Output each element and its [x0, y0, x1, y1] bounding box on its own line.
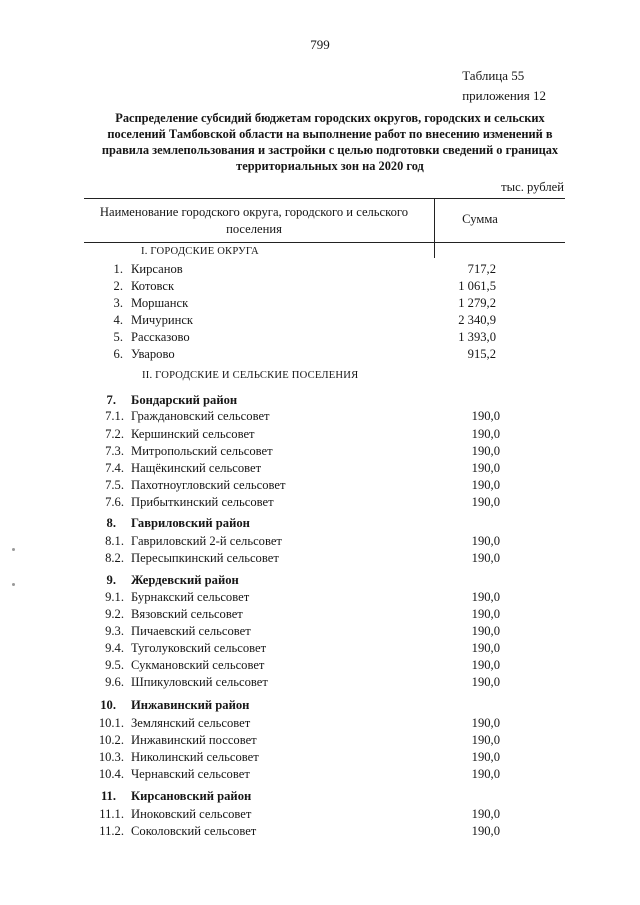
row-name: Бондарский район — [131, 393, 238, 407]
table-row — [0, 313, 640, 330]
row-number: 10.2. — [98, 733, 124, 747]
row-amount: 190,0 — [471, 807, 500, 821]
row-name: Иноковский сельсовет — [131, 807, 252, 821]
row-number: 7.4. — [105, 461, 124, 475]
row-number: 8. — [106, 516, 116, 530]
row-amount: 1 061,5 — [458, 279, 496, 293]
row-name: Жердевский район — [131, 573, 239, 587]
table-row — [0, 534, 640, 551]
row-amount: 190,0 — [471, 607, 500, 621]
row-amount: 1 279,2 — [458, 296, 496, 310]
header-bottom-border — [84, 242, 565, 243]
row-amount: 190,0 — [471, 444, 500, 458]
row-amount: 190,0 — [471, 478, 500, 492]
district-row — [0, 789, 640, 806]
row-name: Кирсанов — [131, 262, 183, 276]
margin-mark — [12, 548, 15, 551]
header-sum-column: Сумма — [462, 212, 498, 226]
row-number: 7.6. — [105, 495, 124, 509]
row-number: 7.2. — [105, 427, 124, 441]
table-row — [0, 750, 640, 767]
row-amount: 190,0 — [471, 624, 500, 638]
row-name: Вязовский сельсовет — [131, 607, 243, 621]
row-name: Пичаевский сельсовет — [131, 624, 251, 638]
table-row — [0, 807, 640, 824]
table-row — [0, 824, 640, 841]
row-number: 10.4. — [98, 767, 124, 781]
header-name-column: Наименование городского округа, городского и сельского поселения — [99, 205, 409, 236]
table-row — [0, 330, 640, 347]
table-row — [0, 624, 640, 641]
table-row — [0, 409, 640, 426]
row-number: 8.1. — [105, 534, 124, 548]
row-amount: 717,2 — [467, 262, 496, 276]
units-label: тыс. рублей — [501, 180, 564, 194]
row-number: 5. — [113, 330, 123, 344]
table-top-border — [84, 198, 565, 199]
row-number: 11. — [100, 789, 116, 803]
district-row — [0, 393, 640, 410]
table-row — [0, 658, 640, 675]
section-label-settlements: II. ГОРОДСКИЕ И СЕЛЬСКИЕ ПОСЕЛЕНИЯ — [142, 370, 359, 381]
row-number: 9.6. — [105, 675, 124, 689]
row-amount: 190,0 — [471, 551, 500, 565]
row-number: 9.4. — [105, 641, 124, 655]
row-name: Пересыпкинский сельсовет — [131, 551, 279, 565]
document-title: Распределение субсидий бюджетам городских округов, городских и сельских поселений Тамбовской области на выполнение работ по внесению изменений в правила землепользования и застройки с целью подготовки сведений о границах территориальных зон на 2020 год — [101, 111, 559, 173]
row-name: Гавриловский район — [131, 516, 250, 530]
table-row — [0, 347, 640, 364]
row-number: 11.1. — [99, 807, 124, 821]
section-label-urban-districts: I. ГОРОДСКИЕ ОКРУГА — [141, 246, 259, 257]
table-row — [0, 716, 640, 733]
row-name: Туголуковский сельсовет — [131, 641, 267, 655]
table-ref-line1: Таблица 55 — [462, 68, 525, 83]
table-row — [0, 461, 640, 478]
row-amount: 190,0 — [471, 675, 500, 689]
row-number: 2. — [113, 279, 123, 293]
row-name: Инжавинский поссовет — [131, 733, 257, 747]
table-row — [0, 767, 640, 784]
row-amount: 190,0 — [471, 495, 500, 509]
row-number: 4. — [113, 313, 123, 327]
row-amount: 190,0 — [471, 733, 500, 747]
table-row — [0, 296, 640, 313]
row-amount: 190,0 — [471, 767, 500, 781]
row-name: Кершинский сельсовет — [131, 427, 255, 441]
row-name: Кирсановский район — [131, 789, 252, 803]
table-ref-line2: приложения 12 — [462, 88, 546, 103]
row-name: Прибыткинский сельсовет — [131, 495, 274, 509]
row-name: Шпикуловский сельсовет — [131, 675, 268, 689]
district-row — [0, 573, 640, 590]
row-name: Пахотноугловский сельсовет — [131, 478, 286, 492]
row-number: 7. — [106, 393, 116, 407]
header-column-divider — [434, 198, 435, 258]
row-number: 6. — [113, 347, 123, 361]
row-amount: 915,2 — [467, 347, 496, 361]
row-number: 7.5. — [105, 478, 124, 492]
row-number: 7.1. — [105, 409, 124, 423]
row-name: Мичуринск — [131, 313, 194, 327]
row-name: Уварово — [131, 347, 175, 361]
row-amount: 190,0 — [471, 824, 500, 838]
row-name: Граждановский сельсовет — [131, 409, 270, 423]
row-number: 10. — [100, 698, 116, 712]
row-name: Землянский сельсовет — [131, 716, 251, 730]
row-name: Моршанск — [131, 296, 189, 310]
row-number: 9. — [106, 573, 116, 587]
row-number: 9.2. — [105, 607, 124, 621]
row-number: 9.5. — [105, 658, 124, 672]
row-name: Николинский сельсовет — [131, 750, 259, 764]
row-amount: 190,0 — [471, 427, 500, 441]
row-amount: 190,0 — [471, 409, 500, 423]
row-amount: 190,0 — [471, 534, 500, 548]
table-row — [0, 478, 640, 495]
table-row — [0, 607, 640, 624]
table-row — [0, 495, 640, 512]
row-name: Гавриловский 2-й сельсовет — [131, 534, 282, 548]
row-number: 10.3. — [98, 750, 124, 764]
row-amount: 190,0 — [471, 461, 500, 475]
row-amount: 190,0 — [471, 641, 500, 655]
row-number: 10.1. — [98, 716, 124, 730]
row-name: Сукмановский сельсовет — [131, 658, 265, 672]
row-name: Соколовский сельсовет — [131, 824, 257, 838]
row-amount: 190,0 — [471, 658, 500, 672]
row-name: Котовск — [131, 279, 175, 293]
table-row — [0, 444, 640, 461]
row-name: Инжавинский район — [131, 698, 250, 712]
row-amount: 190,0 — [471, 590, 500, 604]
row-name: Митропольский сельсовет — [131, 444, 273, 458]
page-number: 799 — [310, 37, 330, 52]
row-number: 8.2. — [105, 551, 124, 565]
table-row — [0, 675, 640, 692]
table-row — [0, 262, 640, 279]
district-row — [0, 698, 640, 715]
margin-mark — [12, 583, 15, 586]
row-number: 9.1. — [105, 590, 124, 604]
row-number: 3. — [113, 296, 123, 310]
row-amount: 190,0 — [471, 750, 500, 764]
table-row — [0, 733, 640, 750]
row-amount: 190,0 — [471, 716, 500, 730]
row-name: Рассказово — [131, 330, 190, 344]
table-row — [0, 641, 640, 658]
row-name: Чернавский сельсовет — [131, 767, 250, 781]
row-number: 7.3. — [105, 444, 124, 458]
table-row — [0, 551, 640, 568]
row-number: 11.2. — [99, 824, 124, 838]
district-row — [0, 516, 640, 533]
table-row — [0, 427, 640, 444]
table-reference — [462, 66, 546, 106]
row-name: Бурнакский сельсовет — [131, 590, 250, 604]
table-row — [0, 279, 640, 296]
row-number: 1. — [113, 262, 123, 276]
row-name: Нащёкинский сельсовет — [131, 461, 262, 475]
row-amount: 1 393,0 — [458, 330, 496, 344]
table-row — [0, 590, 640, 607]
row-amount: 2 340,9 — [458, 313, 496, 327]
row-number: 9.3. — [105, 624, 124, 638]
